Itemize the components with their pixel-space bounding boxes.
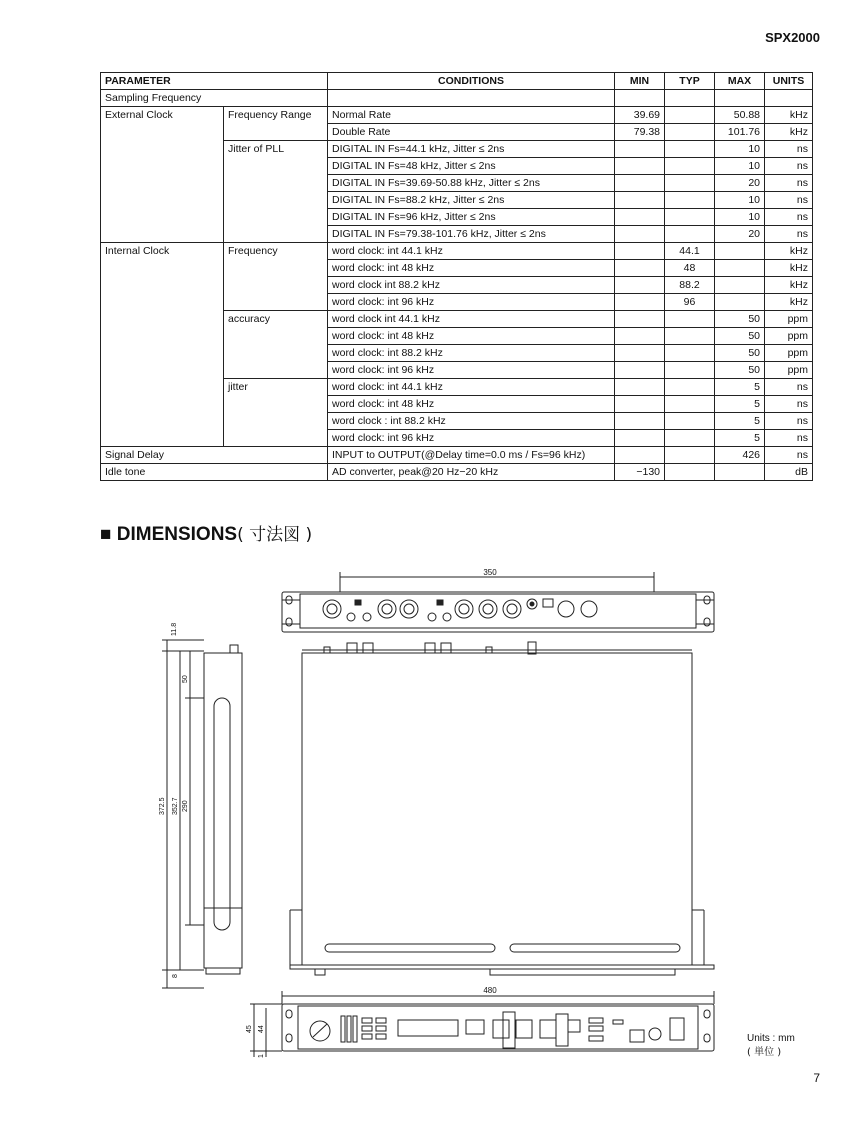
units-cell: ns <box>765 396 813 413</box>
typ-cell <box>665 311 715 328</box>
typ-cell <box>665 396 715 413</box>
min-cell <box>615 243 665 260</box>
max-cell <box>715 294 765 311</box>
table-row <box>101 447 813 464</box>
col-typ: TYP <box>665 73 715 90</box>
dim-350: 350 <box>483 568 497 577</box>
max-cell: 101.76 <box>715 124 765 141</box>
max-cell <box>715 277 765 294</box>
max-cell <box>715 464 765 481</box>
condition-cell: word clock int 44.1 kHz <box>328 311 615 328</box>
typ-cell <box>665 226 715 243</box>
dim-8: 8 <box>172 974 179 978</box>
typ-cell <box>665 107 715 124</box>
subgroup-label: accuracy <box>224 311 328 379</box>
units-note-en: Units : mm <box>747 1033 795 1044</box>
subgroup-label: Jitter of PLL <box>224 141 328 243</box>
units-cell: ns <box>765 430 813 447</box>
condition-cell: word clock: int 96 kHz <box>328 430 615 447</box>
table-header-row <box>101 73 813 90</box>
max-cell: 10 <box>715 192 765 209</box>
subgroup-label: Frequency Range <box>224 107 328 141</box>
table-row <box>101 90 813 107</box>
max-cell: 50.88 <box>715 107 765 124</box>
typ-cell <box>665 447 715 464</box>
typ-cell <box>665 141 715 158</box>
max-cell <box>715 243 765 260</box>
units-cell: ppm <box>765 362 813 379</box>
col-conditions: CONDITIONS <box>328 73 615 90</box>
condition-cell: Double Rate <box>328 124 615 141</box>
col-units: UNITS <box>765 73 813 90</box>
min-cell <box>615 379 665 396</box>
min-cell <box>615 260 665 277</box>
condition-cell: word clock: int 88.2 kHz <box>328 345 615 362</box>
condition-cell: word clock: int 96 kHz <box>328 362 615 379</box>
condition-cell: word clock: int 48 kHz <box>328 328 615 345</box>
condition-cell: word clock: int 48 kHz <box>328 396 615 413</box>
typ-cell <box>665 430 715 447</box>
dim-480: 480 <box>483 986 497 995</box>
condition-cell: DIGITAL IN Fs=48 kHz, Jitter ≤ 2ns <box>328 158 615 175</box>
min-cell: −130 <box>615 464 665 481</box>
min-cell <box>615 345 665 362</box>
units-cell: kHz <box>765 243 813 260</box>
table-row <box>101 107 813 124</box>
min-cell <box>615 192 665 209</box>
typ-cell: 88.2 <box>665 277 715 294</box>
max-cell: 5 <box>715 379 765 396</box>
condition-cell: DIGITAL IN Fs=88.2 kHz, Jitter ≤ 2ns <box>328 192 615 209</box>
min-cell <box>615 158 665 175</box>
units-cell: ppm <box>765 311 813 328</box>
row-label: Idle tone <box>101 464 328 481</box>
units-cell: dB <box>765 464 813 481</box>
condition-cell: DIGITAL IN Fs=96 kHz, Jitter ≤ 2ns <box>328 209 615 226</box>
units-cell: ns <box>765 175 813 192</box>
typ-cell: 48 <box>665 260 715 277</box>
max-cell: 20 <box>715 226 765 243</box>
condition-cell: Normal Rate <box>328 107 615 124</box>
typ-cell <box>665 413 715 430</box>
table-row <box>101 464 813 481</box>
min-cell: 79.38 <box>615 124 665 141</box>
dim-290: 290 <box>182 800 189 812</box>
min-cell <box>615 396 665 413</box>
spec-table <box>100 72 813 481</box>
typ-cell: 96 <box>665 294 715 311</box>
units-cell: ns <box>765 209 813 226</box>
units-cell: ns <box>765 158 813 175</box>
units-cell: ns <box>765 379 813 396</box>
dim-44: 44 <box>258 1025 265 1033</box>
min-cell <box>615 294 665 311</box>
units-cell: ns <box>765 413 813 430</box>
max-cell: 20 <box>715 175 765 192</box>
typ-cell <box>665 328 715 345</box>
subgroup-label: Frequency <box>224 243 328 311</box>
typ-cell <box>665 209 715 226</box>
min-cell <box>615 311 665 328</box>
max-cell: 10 <box>715 209 765 226</box>
units-note <box>747 1032 795 1060</box>
units-cell: ppm <box>765 328 813 345</box>
col-min: MIN <box>615 73 665 90</box>
min-cell: 39.69 <box>615 107 665 124</box>
units-cell: kHz <box>765 294 813 311</box>
max-cell: 50 <box>715 345 765 362</box>
model-name: SPX2000 <box>765 30 820 45</box>
dim-50: 50 <box>182 675 189 683</box>
max-cell: 50 <box>715 311 765 328</box>
dim-11-8: 11.8 <box>171 622 178 636</box>
units-cell: kHz <box>765 277 813 294</box>
typ-cell <box>665 192 715 209</box>
min-cell <box>615 277 665 294</box>
row-label: Signal Delay <box>101 447 328 464</box>
units-note-jp: ( 単位 ) <box>747 1047 782 1058</box>
units-cell: kHz <box>765 260 813 277</box>
typ-cell <box>665 124 715 141</box>
condition-cell: word clock: int 96 kHz <box>328 294 615 311</box>
max-cell: 5 <box>715 413 765 430</box>
min-cell <box>615 226 665 243</box>
dim-352-7: 352.7 <box>172 797 179 815</box>
units-cell: kHz <box>765 124 813 141</box>
max-cell: 50 <box>715 362 765 379</box>
units-cell: ns <box>765 192 813 209</box>
units-cell: ns <box>765 226 813 243</box>
min-cell <box>615 430 665 447</box>
front-panel-view <box>246 986 714 1058</box>
typ-cell <box>665 158 715 175</box>
row-label: Sampling Frequency <box>101 90 328 107</box>
max-cell: 50 <box>715 328 765 345</box>
min-cell <box>615 175 665 192</box>
typ-cell: 44.1 <box>665 243 715 260</box>
units-cell: kHz <box>765 107 813 124</box>
units-cell: ns <box>765 141 813 158</box>
max-cell: 10 <box>715 141 765 158</box>
condition-cell: word clock : int 88.2 kHz <box>328 413 615 430</box>
min-cell <box>615 413 665 430</box>
dim-45: 45 <box>246 1025 253 1033</box>
condition-cell: AD converter, peak@20 Hz−20 kHz <box>328 464 615 481</box>
condition-cell: DIGITAL IN Fs=44.1 kHz, Jitter ≤ 2ns <box>328 141 615 158</box>
group-label: External Clock <box>101 107 224 243</box>
condition-cell: word clock: int 48 kHz <box>328 260 615 277</box>
rear-panel-view <box>282 568 714 632</box>
col-parameter: PARAMETER <box>101 73 328 90</box>
max-cell: 426 <box>715 447 765 464</box>
dimension-drawing <box>0 560 860 1070</box>
units-cell: ns <box>765 447 813 464</box>
typ-cell <box>665 464 715 481</box>
typ-cell <box>665 345 715 362</box>
condition-cell: word clock: int 44.1 kHz <box>328 243 615 260</box>
typ-cell <box>665 175 715 192</box>
condition-cell: DIGITAL IN Fs=39.69-50.88 kHz, Jitter ≤ 2ns <box>328 175 615 192</box>
dim-372-5: 372.5 <box>159 797 166 815</box>
section-title-text: ■ DIMENSIONS <box>100 524 238 545</box>
min-cell <box>615 447 665 464</box>
typ-cell <box>665 379 715 396</box>
side-view <box>159 623 242 988</box>
col-max: MAX <box>715 73 765 90</box>
min-cell <box>615 328 665 345</box>
min-cell <box>615 209 665 226</box>
units-cell: ppm <box>765 345 813 362</box>
condition-cell: INPUT to OUTPUT(@Delay time=0.0 ms / Fs=96 kHz) <box>328 447 615 464</box>
condition-cell: word clock int 88.2 kHz <box>328 277 615 294</box>
subgroup-label: jitter <box>224 379 328 447</box>
section-title-jp: ( 寸法図 ) <box>237 525 313 545</box>
dim-1: 1 <box>258 1054 265 1058</box>
typ-cell <box>665 362 715 379</box>
max-cell: 10 <box>715 158 765 175</box>
group-label: Internal Clock <box>101 243 224 447</box>
page-number: 7 <box>813 1071 820 1085</box>
min-cell <box>615 141 665 158</box>
condition-cell: word clock: int 44.1 kHz <box>328 379 615 396</box>
max-cell: 5 <box>715 430 765 447</box>
min-cell <box>615 362 665 379</box>
max-cell <box>715 260 765 277</box>
table-row <box>101 243 813 260</box>
chassis-top-view <box>290 642 714 975</box>
section-title <box>100 520 312 546</box>
condition-cell: DIGITAL IN Fs=79.38-101.76 kHz, Jitter ≤ 2ns <box>328 226 615 243</box>
max-cell: 5 <box>715 396 765 413</box>
